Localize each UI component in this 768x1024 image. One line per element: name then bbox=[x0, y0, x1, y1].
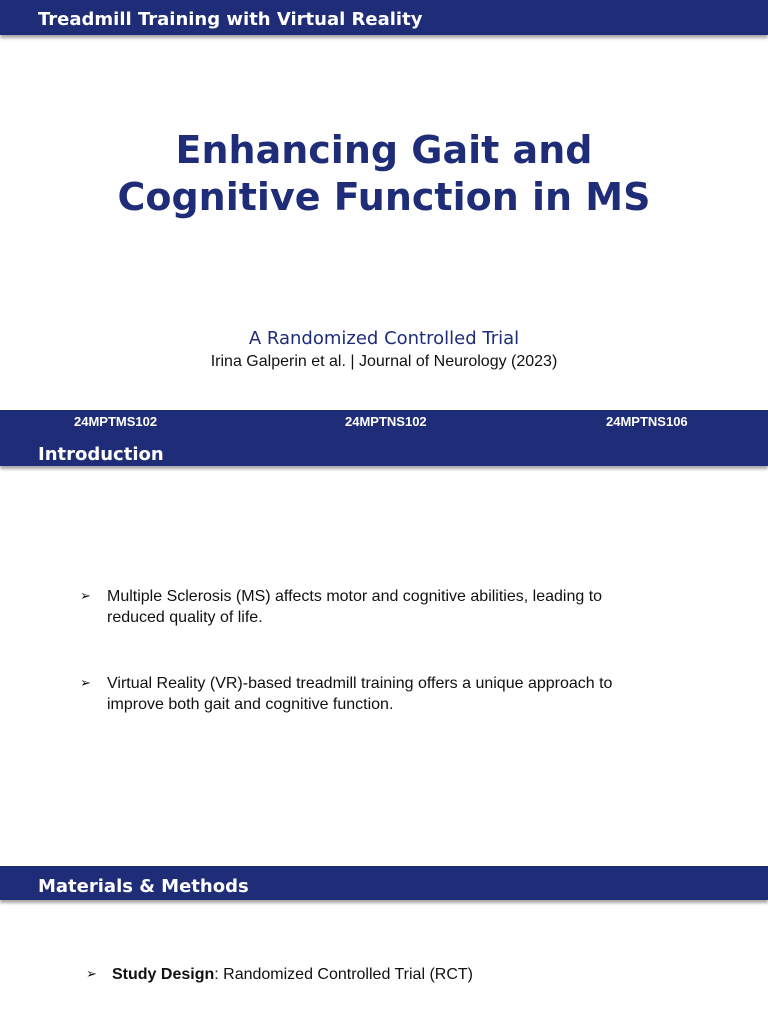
list-item bbox=[80, 586, 660, 630]
arrow-bullet-icon: ➢ bbox=[80, 589, 91, 604]
list-item-separator: : bbox=[214, 966, 219, 983]
list-item-text bbox=[112, 964, 672, 985]
roll-number: 24MPTMS102 bbox=[74, 414, 158, 429]
page-title bbox=[0, 127, 768, 221]
introduction-heading: Introduction bbox=[38, 444, 164, 465]
arrow-bullet-icon: ➢ bbox=[80, 676, 91, 691]
header-bar bbox=[0, 0, 768, 35]
header-title: Treadmill Training with Virtual Reality bbox=[38, 9, 423, 30]
arrow-bullet-icon: ➢ bbox=[86, 967, 97, 982]
methods-section-bar bbox=[0, 866, 768, 900]
authors-citation: Irina Galperin et al. | Journal of Neurology (2023) bbox=[210, 353, 558, 370]
methods-heading: Materials & Methods bbox=[38, 876, 249, 897]
page-subtitle: A Randomized Controlled Trial bbox=[248, 328, 520, 349]
title-line-1: Enhancing Gait and bbox=[175, 128, 593, 172]
roll-number: 24MPTNS102 bbox=[345, 414, 427, 429]
list-item bbox=[80, 673, 660, 717]
introduction-section-bar bbox=[0, 410, 768, 466]
roll-number: 24MPTNS106 bbox=[606, 414, 688, 429]
list-item-label: Study Design bbox=[112, 966, 215, 983]
list-item bbox=[86, 964, 686, 988]
list-item-text: Virtual Reality (VR)-based treadmill training offers a unique approach to improve both gait and cognitive function. bbox=[107, 675, 613, 713]
list-item-value: Randomized Controlled Trial (RCT) bbox=[218, 966, 473, 983]
title-line-2: Cognitive Function in MS bbox=[117, 175, 651, 219]
list-item-text: Multiple Sclerosis (MS) affects motor and cognitive abilities, leading to reduced quality of life. bbox=[107, 588, 603, 626]
